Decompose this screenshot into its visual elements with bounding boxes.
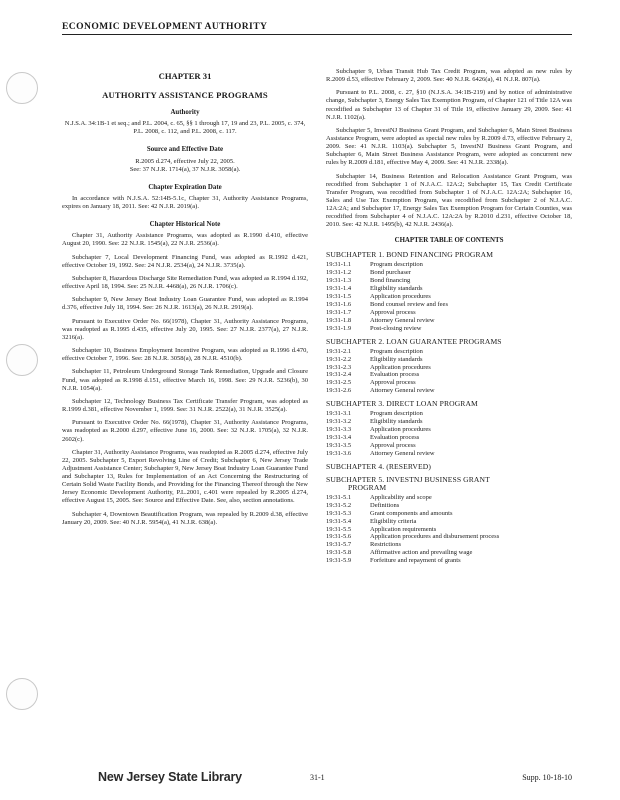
toc-entry xyxy=(326,510,572,518)
page-footer xyxy=(0,770,620,790)
section-title: Grant components and amounts xyxy=(370,509,453,517)
section-title: Applicability and scope xyxy=(370,493,432,501)
right-column xyxy=(326,68,572,565)
toc-entry xyxy=(326,387,572,395)
toc-entry xyxy=(326,325,572,333)
toc-entry xyxy=(326,371,572,379)
historical-note-paragraph: Pursuant to Executive Order No. 66(1978), Chapter 31, Authority Assistance Programs, was readopted as R.1995 d.435, effective July 20, 1995. See: 27 N.J.R. 2377(a), 27 N.J.R. 3216(a). xyxy=(62,317,308,341)
historical-note-paragraph: Subchapter 11, Petroleum Underground Storage Tank Remediation, Upgrade and Closure Fund, was adopted as R.1998 d.151, effective March 16, 1998. See: 29 N.J.R. 5236(b), 30 N.J.R. 1054(a). xyxy=(62,368,308,392)
toc-entry xyxy=(326,277,572,285)
section-number: 19:31-5.2 xyxy=(326,501,352,509)
historical-heading: Chapter Historical Note xyxy=(149,221,221,229)
subchapter-title: SUBCHAPTER 2. LOAN GUARANTEE PROGRAMS xyxy=(326,336,502,346)
source-heading: Source and Effective Date xyxy=(146,146,224,154)
source-line: R.2005 d.274, effective July 22, 2005. xyxy=(135,157,235,165)
section-number: 19:31-1.3 xyxy=(326,277,352,285)
toc-entry xyxy=(326,549,572,557)
toc-entry xyxy=(326,293,572,301)
page-number: 31-1 xyxy=(310,773,325,782)
section-number: 19:31-3.1 xyxy=(326,410,352,418)
section-title: Forfeiture and repayment of grants xyxy=(370,557,461,565)
section-number: 19:31-3.6 xyxy=(326,449,352,457)
binder-hole xyxy=(6,344,38,376)
historical-note-paragraph: Subchapter 14, Business Retention and Relocation Assistance Grant Program, was recodified from Subchapter 1 of N.J.A.C. 12A:2; Subchapter 15, Tax Credit Certificate Transfer Program, was recodified from Subchapter 1 of N.J.A.C. 12A:2A; Subchapter 16, Sales and Use Tax Exemption Program, was recodified from Subchapter 2 of N.J.A.C. 12A:2A; and Subchapter 17, Energy Sales Tax Exemption Program for Certain Counties, was recodified from Subchapter 4 of N.J.A.C. 12A:2A by R.2010 d.231, effective October 18, 2010. See: 42 N.J.R. 1495(b), 42 N.J.R. 2436(a). xyxy=(326,172,572,229)
binder-hole xyxy=(6,678,38,710)
section-title: Restrictions xyxy=(370,541,402,549)
section-title: Definitions xyxy=(370,501,400,509)
toc-entry xyxy=(326,364,572,372)
section-title: Program description xyxy=(370,410,423,418)
toc-entry xyxy=(326,434,572,442)
section-title: Bond financing xyxy=(370,277,411,285)
toc-entry xyxy=(326,301,572,309)
historical-notes xyxy=(62,232,308,527)
section-number: 19:31-1.2 xyxy=(326,269,352,277)
section-number: 19:31-1.7 xyxy=(326,308,352,316)
section-number: 19:31-5.1 xyxy=(326,493,352,501)
section-title: Eligibility criteria xyxy=(370,517,417,525)
section-title: Application procedures xyxy=(370,293,431,301)
chapter-number: CHAPTER 31 xyxy=(158,71,212,81)
running-head: ECONOMIC DEVELOPMENT AUTHORITY xyxy=(62,21,572,35)
section-number: 19:31-3.2 xyxy=(326,418,352,426)
toc-entry xyxy=(326,410,572,418)
section-number: 19:31-2.3 xyxy=(326,363,352,371)
historical-note-paragraph: Subchapter 5, InvestNJ Business Grant Program, and Subchapter 6, Main Street Business Assistance Program, were adopted as special new rules by R.2009 d.73, effective February 2, 2009. See: 41 N.J.R. 1103(a). Subchapter 5, InvestNJ Business Grant Program, and Subchapter 6, Main Street Business Assistance Program, were adopted as concurrent new rules by R.2009 d.181, effective May 4, 2009. See: 41 N.J.R. 2338(a). xyxy=(326,126,572,167)
historical-note-paragraph: Subchapter 4, Downtown Beautification Program, was repealed by R.2009 d.38, effective January 20, 2009. See: 40 N.J.R. 5954(a), 41 N.J.R. 638(a). xyxy=(62,510,308,526)
historical-note-paragraph: Subchapter 9, Urban Transit Hub Tax Credit Program, was adopted as new rules by R.2009 d.53, effective February 2, 2009. See: 40 N.J.R. 6426(a), 41 N.J.R. 807(a). xyxy=(326,68,572,84)
authority-heading: Authority xyxy=(170,109,200,117)
historical-note-paragraph: Pursuant to Executive Order No. 66(1978), Chapter 31, Authority Assistance Programs, was readopted as R.2000 d.297, effective June 16, 2000. See: 32 N.J.R. 1705(a), 32 N.J.R. 2602(c). xyxy=(62,419,308,443)
historical-note-paragraph: Subchapter 10, Business Employment Incentive Program, was adopted as R.1996 d.470, effective October 7, 1996. See: 28 N.J.R. 3058(a), 28 N.J.R. 4510(b). xyxy=(62,347,308,363)
historical-notes-continued xyxy=(326,68,572,229)
section-title: Approval process xyxy=(370,441,416,449)
subchapter-heading xyxy=(326,476,572,492)
toc-entry xyxy=(326,450,572,458)
section-number: 19:31-3.4 xyxy=(326,433,352,441)
toc-entry xyxy=(326,557,572,565)
toc-entry xyxy=(326,317,572,325)
historical-note-paragraph: Pursuant to P.L. 2008, c. 27, §10 (N.J.S.A. 34:1B-219) and by notice of administrative change, Subchapter 3, Energy Sales Tax Exemption Program, of Chapter 121 of Title 12A was recodified as Subchapter 13 of Chapter 31 of Title 19, effective January 29, 2009. See: 41 N.J.R. 1102(a). xyxy=(326,89,572,121)
section-number: 19:31-1.4 xyxy=(326,285,352,293)
historical-note-paragraph: Chapter 31, Authority Assistance Programs, was adopted as R.1990 d.410, effective August 20, 1990. See: 22 N.J.R. 1545(a), 22 N.J.R. 2536(a). xyxy=(62,232,308,248)
historical-note-paragraph: Subchapter 8, Hazardous Discharge Site Remediation Fund, was adopted as R.1994 d.192, effective April 18, 1994. See: 25 N.J.R. 4468(a), 26 N.J.R. 1706(c). xyxy=(62,274,308,290)
section-title: Bond purchaser xyxy=(370,269,411,277)
section-title: Program description xyxy=(370,261,423,269)
historical-note-paragraph: Subchapter 12, Technology Business Tax Certificate Transfer Program, was adopted as R.1999 d.381, effective November 1, 1999. See: 31 N.J.R. 2522(a), 31 N.J.R. 3525(a). xyxy=(62,397,308,414)
toc-entry xyxy=(326,356,572,364)
section-number: 19:31-2.2 xyxy=(326,355,352,363)
source-line: See: 37 N.J.R. 1714(a), 37 N.J.R. 3058(a). xyxy=(129,165,241,173)
section-number: 19:31-5.3 xyxy=(326,509,352,517)
section-title: Post-closing review xyxy=(370,324,422,332)
subchapter-heading xyxy=(326,463,572,471)
toc-heading: CHAPTER TABLE OF CONTENTS xyxy=(394,237,504,245)
section-title: Evaluation process xyxy=(370,371,420,379)
subchapter-heading xyxy=(326,338,572,346)
section-number: 19:31-5.9 xyxy=(326,557,352,565)
section-number: 19:31-5.5 xyxy=(326,525,352,533)
expiration-text: In accordance with N.J.S.A. 52:14B-5.1c, Chapter 31, Authority Assistance Programs, expires on January 18, 2011. See: 42 N.J.R. 2019(a). xyxy=(62,194,308,210)
toc-entry xyxy=(326,541,572,549)
subchapter-title: SUBCHAPTER 5. INVESTNJ BUSINESS GRANT xyxy=(326,474,490,484)
section-title: Approval process xyxy=(370,308,416,316)
toc-entry xyxy=(326,518,572,526)
toc-entry xyxy=(326,526,572,534)
section-title: Application requirements xyxy=(370,525,437,533)
section-title: Evaluation process xyxy=(370,433,420,441)
authority-text: N.J.S.A. 34:1B-1 et seq.; and P.L. 2004, c. 65, §§ 1 through 17, 19 and 23, P.L. 2005, c. 374, P.L. 2008, c. 112, and P.L. 2008, c. 117. xyxy=(64,120,306,136)
table-of-contents xyxy=(326,251,572,565)
section-number: 19:31-1.1 xyxy=(326,261,352,269)
section-title: Bond counsel review and fees xyxy=(370,300,448,308)
subchapter-title-continued: PROGRAM xyxy=(348,482,387,492)
section-title: Eligibility standards xyxy=(370,355,423,363)
section-number: 19:31-1.8 xyxy=(326,316,352,324)
toc-entry xyxy=(326,285,572,293)
section-title: Eligibility standards xyxy=(370,285,423,293)
expiration-heading: Chapter Expiration Date xyxy=(148,183,222,191)
toc-entry xyxy=(326,533,572,541)
section-number: 19:31-1.9 xyxy=(326,324,352,332)
section-title: Approval process xyxy=(370,379,416,387)
section-title: Application procedures xyxy=(370,363,431,371)
subchapter-title: SUBCHAPTER 4. (RESERVED) xyxy=(326,461,431,471)
section-number: 19:31-2.5 xyxy=(326,379,352,387)
section-number: 19:31-3.5 xyxy=(326,441,352,449)
toc-entry xyxy=(326,261,572,269)
toc-entry xyxy=(326,348,572,356)
left-column xyxy=(62,68,308,532)
binder-hole xyxy=(6,72,38,104)
library-stamp: New Jersey State Library xyxy=(98,770,242,784)
section-title: Program description xyxy=(370,347,423,355)
section-title: Eligibility standards xyxy=(370,418,423,426)
section-number: 19:31-1.6 xyxy=(326,300,352,308)
toc-entry xyxy=(326,426,572,434)
toc-entry xyxy=(326,442,572,450)
toc-entry xyxy=(326,494,572,502)
toc-entry xyxy=(326,269,572,277)
subchapter-heading xyxy=(326,251,572,259)
toc-entry xyxy=(326,502,572,510)
section-number: 19:31-5.7 xyxy=(326,541,352,549)
section-number: 19:31-1.5 xyxy=(326,293,352,301)
section-number: 19:31-2.4 xyxy=(326,371,352,379)
section-number: 19:31-2.6 xyxy=(326,387,352,395)
section-title: Affirmative action and prevailing wage xyxy=(370,549,473,557)
historical-note-paragraph: Chapter 31, Authority Assistance Programs, was readopted as R.2005 d.274, effective July 22, 2005. Subchapter 5, Export Revolving Line of Credit; Subchapter 6, New Jersey Trade Adjustment Assistance Center; Subchapter 9, New Jersey Boat Industry Loan Guarantee Fund and Subchapter 13, Rules for Implementation of an Act Concerning the Restructuring of Certain Solid Waste Facility Bonds, and Providing for the Financing Thereof through the New Jersey Economic Development Authority, P.L.2001, c.401 were repealed by R.2005 d.274, effective August 15, 2005. See: Source and Effective Date. See, also, section annotations. xyxy=(62,448,308,505)
section-title: Attorney General review xyxy=(370,387,435,395)
supplement-date: Supp. 10-18-10 xyxy=(522,773,572,782)
toc-entry xyxy=(326,418,572,426)
section-title: Application procedures xyxy=(370,426,431,434)
section-number: 19:31-2.1 xyxy=(326,347,352,355)
section-title: Attorney General review xyxy=(370,449,435,457)
chapter-title: AUTHORITY ASSISTANCE PROGRAMS xyxy=(102,90,268,101)
historical-note-paragraph: Subchapter 9, New Jersey Boat Industry Loan Guarantee Fund, was adopted as R.1994 d.376, effective July 18, 1994. See: 26 N.J.R. 1613(a), 26 N.J.R. 2919(a). xyxy=(62,296,308,312)
toc-entry xyxy=(326,309,572,317)
toc-entry xyxy=(326,379,572,387)
section-number: 19:31-3.3 xyxy=(326,426,352,434)
historical-note-paragraph: Subchapter 7, Local Development Financing Fund, was adopted as R.1992 d.421, effective October 19, 1992. See: 24 N.J.R. 2534(a), 24 N.J.R. 3735(a). xyxy=(62,253,308,269)
section-title: Application procedures and disbursement process xyxy=(370,533,500,541)
section-number: 19:31-5.4 xyxy=(326,517,352,525)
section-title: Attorney General review xyxy=(370,316,435,324)
section-number: 19:31-5.8 xyxy=(326,549,352,557)
subchapter-heading xyxy=(326,400,572,408)
subchapter-title: SUBCHAPTER 1. BOND FINANCING PROGRAM xyxy=(326,250,494,260)
subchapter-title: SUBCHAPTER 3. DIRECT LOAN PROGRAM xyxy=(326,399,478,409)
section-number: 19:31-5.6 xyxy=(326,533,352,541)
